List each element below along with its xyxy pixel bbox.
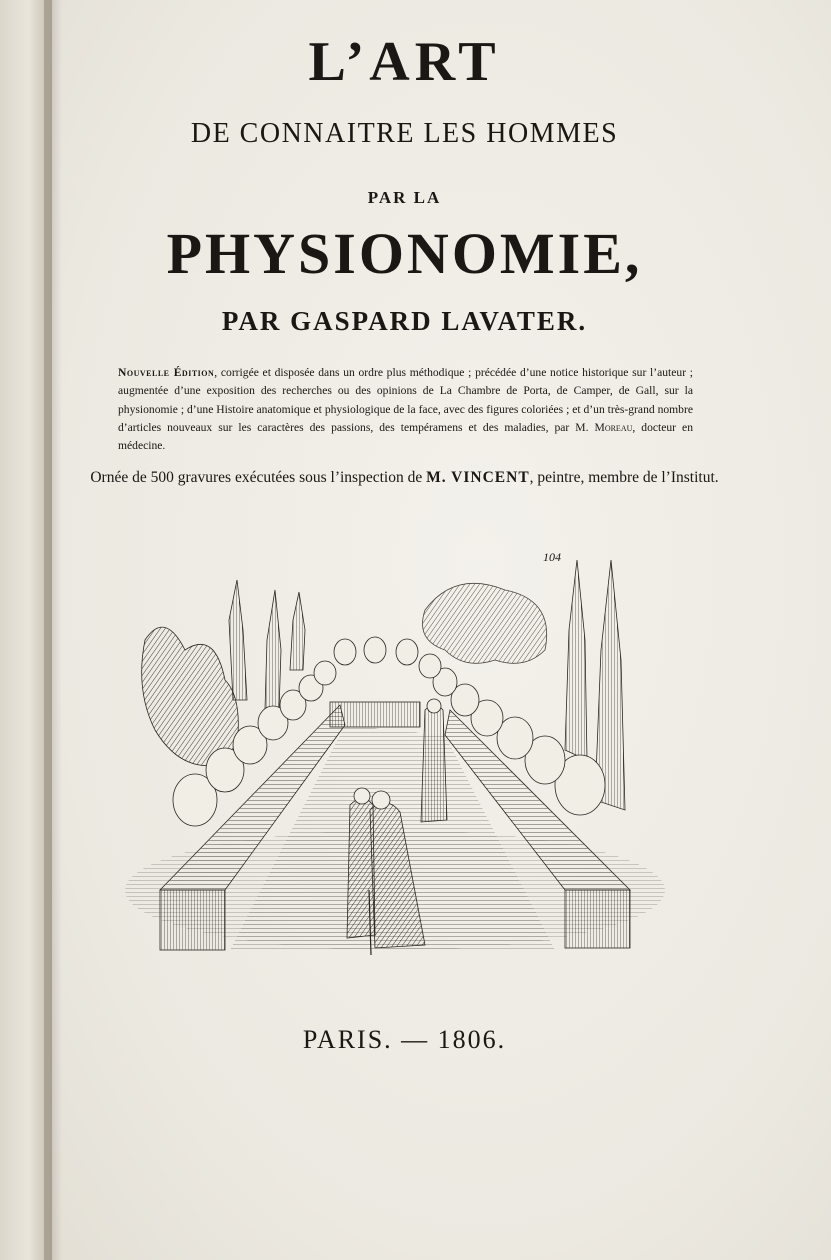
edition-lead: Nouvelle Édition xyxy=(118,366,215,379)
engravings-note-vincent: M. VINCENT xyxy=(426,469,530,486)
edition-moreau: M. Moreau xyxy=(575,420,633,434)
title-line-physionomie: PHYSIONOMIE, xyxy=(166,221,643,286)
author-line: PAR GASPARD LAVATER. xyxy=(221,306,588,336)
title-line-connaitre: DE CONNAITRE LES HOMMES xyxy=(190,118,619,149)
edition-body: , corrigée et disposée dans un ordre plus méthodique ; précédée d’une notice historique sur l’auteur ; augmentée d’une exposition des recherches ou des opinions de La Chambre de Porta, de Camper, de Gall, sur la physionomie ; d’une Histoire anatomique et physiologique de la face, avec des figures coloriées ; et d’un très-grand nombre d’articles nouveaux sur les caractères des passions, des tempéramens et des maladies, par xyxy=(118,366,693,434)
engravings-note-part1: Ornée de 500 gravures exécutées sous l’inspection de xyxy=(90,469,427,486)
title-line-art: L’ART xyxy=(308,31,501,93)
edition-tail: , docteur en médecine. xyxy=(118,420,693,453)
imprint-line: PARIS. — 1806. xyxy=(302,1025,507,1054)
engraving-illustration xyxy=(125,560,675,960)
edition-description xyxy=(118,364,693,455)
engravings-note-part2: , peintre, membre de l’Institut. xyxy=(529,469,719,486)
plate-number: 104 xyxy=(543,550,561,564)
engravings-note xyxy=(52,468,757,488)
title-line-par-la: PAR LA xyxy=(367,188,442,207)
